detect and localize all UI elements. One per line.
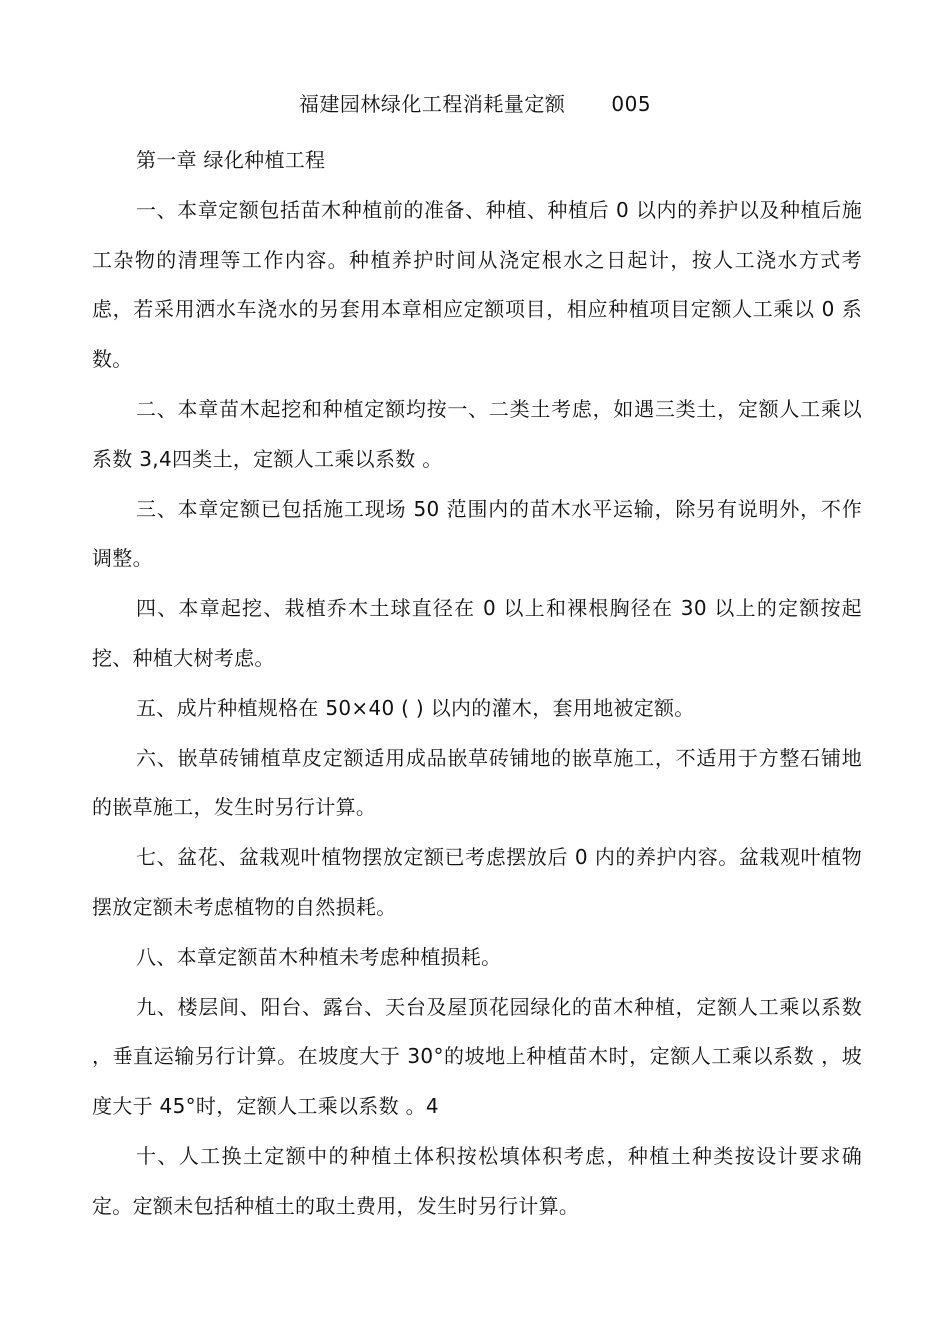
paragraph-8: 八、本章定额苗木种植未考虑种植损耗。 bbox=[136, 944, 502, 969]
paragraph-4: 四、本章起挖、栽植乔木土球直径在 0 以上和裸根胸径在 30 以上的定额按起挖、种植大树考虑。 bbox=[92, 596, 862, 670]
paragraph-10: 十、人工换土定额中的种植土体积按松填体积考虑，种植土种类按设计要求确定。定额未包括种植土的取土费用，发生时另行计算。 bbox=[92, 1143, 862, 1218]
paragraph-6: 六、嵌草砖铺植草皮定额适用成品嵌草砖铺地的嵌草施工，不适用于方整石铺地的嵌草施工，发生时另行计算。 bbox=[92, 745, 862, 820]
paragraph-3: 三、本章定额已包括施工现场 50 范围内的苗木水平运输，除另有说明外，不作调整。 bbox=[92, 496, 862, 571]
paragraph-1: 一、本章定额包括苗木种植前的准备、种植、种植后 0 以内的养护以及种植后施工杂物的清理等工作内容。种植养护时间从浇定根水之日起计，按人工浇水方式考虑，若采用洒水车浇水的另套用本章相应定额项目，相应种植项目定额人工乘以 0 系数。 bbox=[92, 197, 862, 372]
title-text: 福建园林绿化工程消耗量定额 bbox=[298, 92, 566, 116]
paragraph-7: 七、盆花、盆栽观叶植物摆放定额已考虑摆放后 0 内的养护内容。盆栽观叶植物摆放定额未考虑植物的自然损耗。 bbox=[92, 845, 862, 919]
paragraph-9: 九、楼层间、阳台、露台、天台及屋顶花园绿化的苗木种植，定额人工乘以系数 ，垂直运输另行计算。在坡度大于 30°的坡地上种植苗木时，定额人工乘以系数 ，坡度大于 45°时，定额人工乘以系数 。4 bbox=[92, 994, 862, 1119]
title-code: 005 bbox=[611, 92, 652, 116]
paragraph-5: 五、成片种植规格在 50×40 ( ) 以内的灌木，套用地被定额。 bbox=[136, 695, 695, 720]
document-title bbox=[0, 88, 950, 117]
document-body bbox=[92, 136, 862, 1232]
chapter-heading: 第一章 绿化种植工程 bbox=[136, 148, 326, 172]
paragraph-2: 二、本章苗木起挖和种植定额均按一、二类土考虑，如遇三类土，定额人工乘以系数 3,4四类土，定额人工乘以系数 。 bbox=[92, 396, 862, 471]
